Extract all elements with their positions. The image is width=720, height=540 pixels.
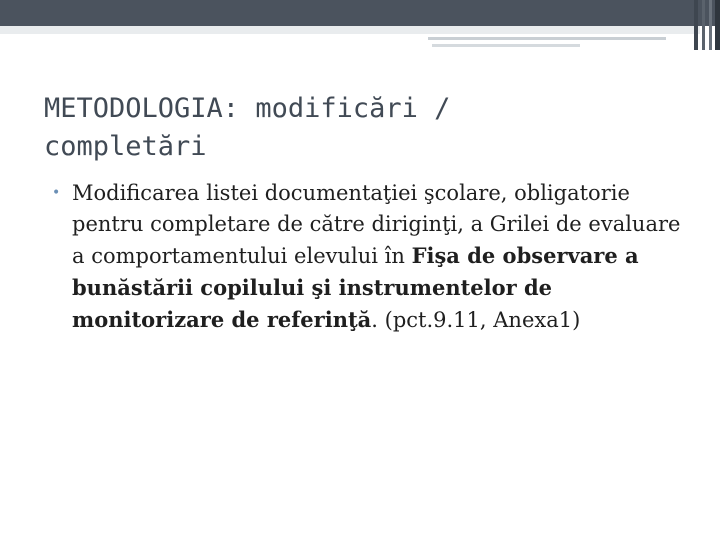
slide-title: [44, 90, 674, 166]
top-decorative-band: [0, 0, 720, 26]
bullet-icon: •: [52, 185, 61, 201]
bullet-list-item: [52, 178, 692, 336]
slide-title-line2: completări: [44, 131, 207, 162]
slide-title-line1: METODOLOGIA: modificări /: [44, 93, 451, 124]
bullet-text: [72, 178, 692, 336]
corner-decoration: [709, 0, 712, 50]
body-text-part2: . (pct.9.11, Anexa1): [371, 308, 581, 332]
corner-decoration: [694, 0, 698, 50]
body-text-part1: Modificarea listei documentaţiei şcolare, obligatorie pentru completare de către diriginţi, a Grilei de evaluare a comportamentului elevului în: [72, 181, 681, 268]
body-text-bold: Fişa de observare a bunăstării copilului şi instrumentelor de monitorizare de referinţă: [72, 243, 639, 332]
top-decorative-line-short: [432, 44, 580, 47]
top-decorative-line: [428, 37, 666, 40]
top-decorative-stripe: [0, 26, 700, 34]
corner-decoration: [702, 0, 705, 50]
corner-decoration: [715, 0, 720, 50]
